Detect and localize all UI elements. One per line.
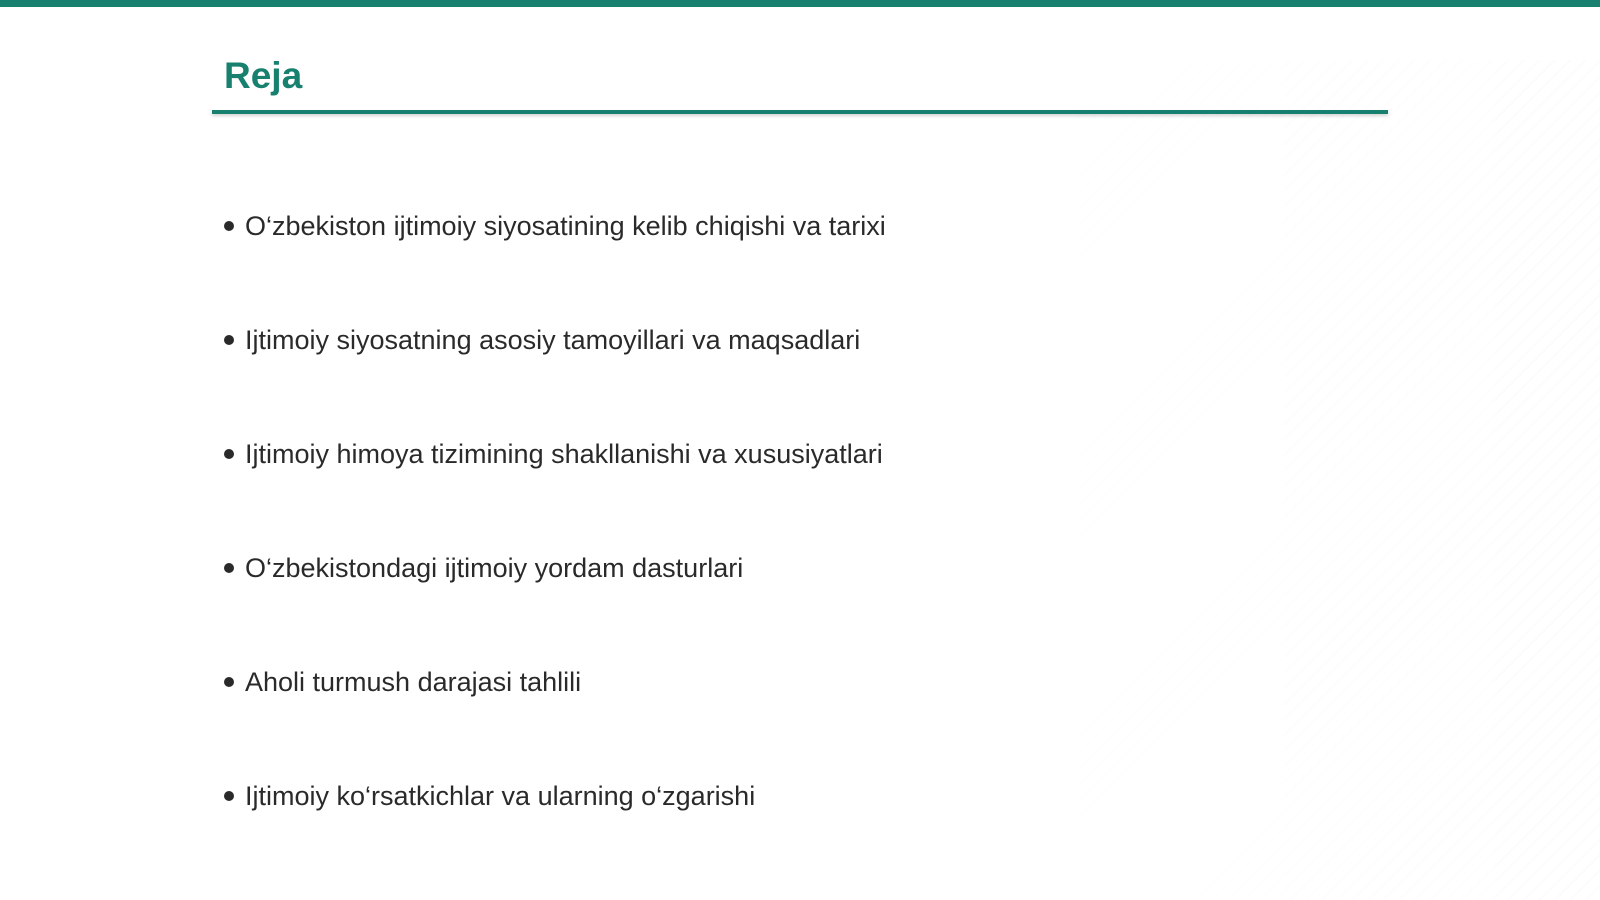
- list-item-text: Ijtimoiy himoya tizimining shakllanishi va xususiyatlari: [245, 438, 883, 469]
- bullet-icon: [224, 563, 234, 573]
- agenda-list: [224, 206, 886, 890]
- slide-title: Reja: [224, 55, 303, 96]
- bullet-icon: [224, 449, 234, 459]
- background-pattern: [900, 60, 1600, 900]
- list-item-text: O‘zbekistondagi ijtimoiy yordam dasturlari: [245, 552, 744, 583]
- bullet-icon: [224, 677, 234, 687]
- bullet-icon: [224, 335, 234, 345]
- list-item: [224, 776, 886, 816]
- list-item: [224, 320, 886, 360]
- list-item-text: Ijtimoiy ko‘rsatkichlar va ularning o‘zgarishi: [245, 780, 756, 811]
- list-item: [224, 548, 886, 588]
- bullet-icon: [224, 791, 234, 801]
- list-item: [224, 206, 886, 246]
- list-item: [224, 434, 886, 474]
- list-item-text: Ijtimoiy siyosatning asosiy tamoyillari va maqsadlari: [245, 324, 861, 355]
- bullet-icon: [224, 221, 234, 231]
- title-underline: [212, 110, 1388, 114]
- list-item: [224, 662, 886, 702]
- list-item-text: O‘zbekiston ijtimoiy siyosatining kelib chiqishi va tarixi: [245, 210, 886, 241]
- list-item-text: Aholi turmush darajasi tahlili: [245, 666, 582, 697]
- top-accent-bar: [0, 0, 1600, 7]
